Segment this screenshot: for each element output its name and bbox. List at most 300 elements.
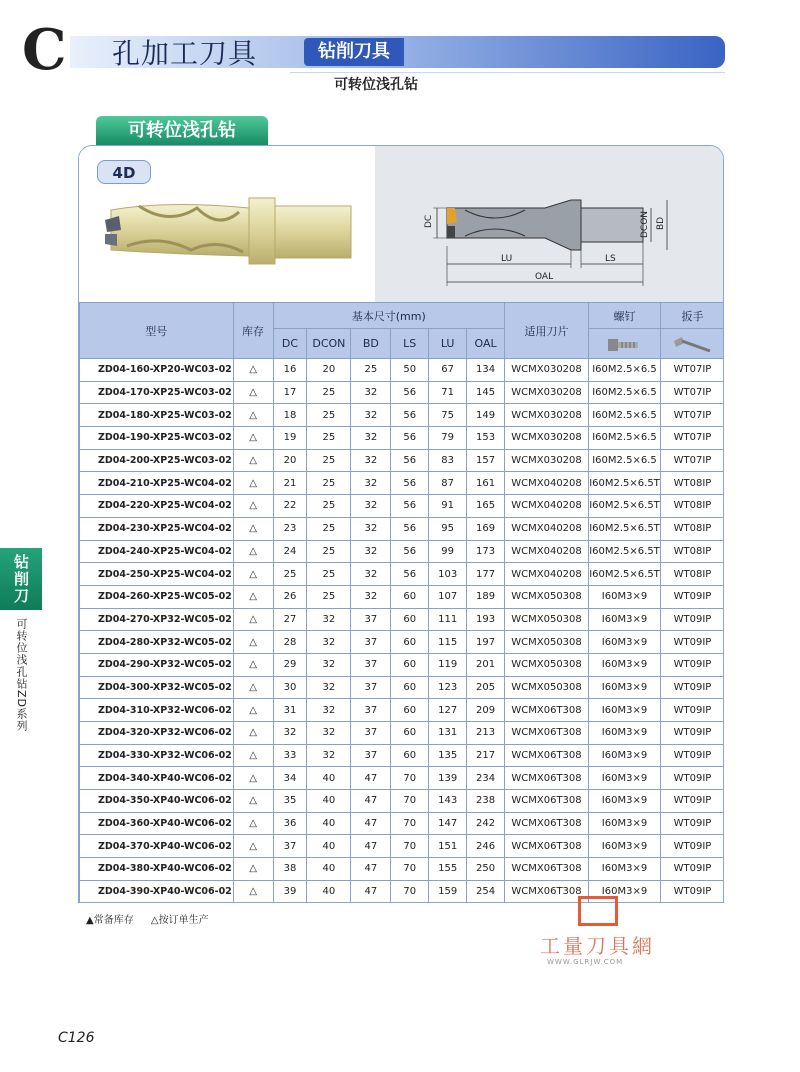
table-row [80,563,725,586]
cell-wrench: WT09IP [660,835,724,858]
dim-label-ls: LS [605,254,616,264]
cell-bd: 37 [351,699,391,722]
cell-model: ZD04-380-XP40-WC06-02 [80,858,234,881]
cell-insert: WCMX040208 [505,517,589,540]
table-row [80,608,725,631]
cell-insert: WCMX040208 [505,472,589,495]
product-photo-area [79,146,375,304]
cell-lu: 83 [429,449,467,472]
table-row [80,880,725,903]
cell-stock: △ [233,427,273,450]
cell-bd: 47 [351,880,391,903]
cell-dc: 33 [273,744,307,767]
spec-table [79,302,724,903]
header-dimensions: 基本尺寸(mm) [273,303,505,329]
cell-wrench: WT09IP [660,744,724,767]
header-model: 型号 [80,303,234,359]
technical-drawing-area [375,146,724,304]
cell-oal: 205 [467,676,505,699]
side-chapter-tab: 钻削刀 [0,548,42,610]
cell-lu: 103 [429,563,467,586]
cell-lu: 135 [429,744,467,767]
cell-model: ZD04-360-XP40-WC06-02 [80,812,234,835]
cell-wrench: WT09IP [660,722,724,745]
cell-insert: WCMX030208 [505,427,589,450]
cell-dc: 19 [273,427,307,450]
cell-model: ZD04-310-XP32-WC06-02 [80,699,234,722]
cell-stock: △ [233,449,273,472]
header-wrench: 扳手 [660,303,724,329]
table-row [80,722,725,745]
cell-oal: 217 [467,744,505,767]
cell-lu: 123 [429,676,467,699]
cell-lu: 139 [429,767,467,790]
cell-dcon: 25 [307,517,351,540]
spec-table-body [80,359,725,904]
cell-stock: △ [233,631,273,654]
watermark-logo-icon-right [596,896,618,926]
cell-model: ZD04-390-XP40-WC06-02 [80,880,234,903]
cell-ls: 70 [391,880,429,903]
table-row [80,449,725,472]
cell-wrench: WT09IP [660,653,724,676]
cell-ls: 56 [391,495,429,518]
cell-ls: 60 [391,699,429,722]
cell-bd: 47 [351,812,391,835]
cell-insert: WCMX040208 [505,563,589,586]
cell-wrench: WT09IP [660,812,724,835]
cell-screw: I60M3×9 [589,790,661,813]
header-insert: 适用刀片 [505,303,589,359]
cell-model: ZD04-350-XP40-WC06-02 [80,790,234,813]
cell-wrench: WT09IP [660,676,724,699]
cell-stock: △ [233,472,273,495]
cell-ls: 56 [391,472,429,495]
cell-screw: I60M2.5×6.5 [589,359,661,382]
cell-lu: 147 [429,812,467,835]
cell-screw: I60M3×9 [589,608,661,631]
cell-wrench: WT08IP [660,472,724,495]
header-divider [290,72,725,73]
watermark-text: 工量刀具網 [540,934,655,958]
legend-to-order: △按订单生产 [150,915,209,926]
cell-model: ZD04-190-XP25-WC03-02 [80,427,234,450]
cell-wrench: WT08IP [660,540,724,563]
cell-insert: WCMX040208 [505,495,589,518]
cell-dc: 24 [273,540,307,563]
cell-oal: 173 [467,540,505,563]
cell-insert: WCMX050308 [505,676,589,699]
cell-lu: 107 [429,585,467,608]
cell-oal: 201 [467,653,505,676]
cell-stock: △ [233,812,273,835]
cell-bd: 32 [351,517,391,540]
cell-lu: 111 [429,608,467,631]
table-row [80,858,725,881]
cell-wrench: WT09IP [660,880,724,903]
cell-screw: I60M2.5×6.5 [589,404,661,427]
cell-lu: 95 [429,517,467,540]
cell-insert: WCMX030208 [505,381,589,404]
cell-oal: 254 [467,880,505,903]
cell-screw: I60M3×9 [589,631,661,654]
cell-model: ZD04-180-XP25-WC03-02 [80,404,234,427]
cell-dcon: 32 [307,722,351,745]
cell-oal: 213 [467,722,505,745]
cell-screw: I60M2.5×6.5 [589,381,661,404]
cell-screw: I60M3×9 [589,699,661,722]
cell-lu: 91 [429,495,467,518]
table-row [80,631,725,654]
cell-dcon: 25 [307,449,351,472]
cell-oal: 153 [467,427,505,450]
cell-model: ZD04-160-XP20-WC03-02 [80,359,234,382]
cell-dc: 27 [273,608,307,631]
cell-bd: 32 [351,472,391,495]
cell-ls: 60 [391,585,429,608]
cell-oal: 250 [467,858,505,881]
cell-lu: 119 [429,653,467,676]
cell-screw: I60M3×9 [589,585,661,608]
cell-wrench: WT09IP [660,699,724,722]
cell-stock: △ [233,744,273,767]
cell-stock: △ [233,790,273,813]
cell-wrench: WT09IP [660,790,724,813]
cell-model: ZD04-330-XP32-WC06-02 [80,744,234,767]
cell-ls: 60 [391,722,429,745]
cell-dc: 23 [273,517,307,540]
table-row [80,359,725,382]
cell-bd: 32 [351,563,391,586]
dim-label-oal: OAL [535,272,554,282]
cell-stock: △ [233,517,273,540]
cell-stock: △ [233,858,273,881]
cell-ls: 60 [391,744,429,767]
cell-wrench: WT08IP [660,517,724,540]
cell-screw: I60M3×9 [589,767,661,790]
cell-dc: 25 [273,563,307,586]
cell-dcon: 25 [307,427,351,450]
cell-lu: 127 [429,699,467,722]
watermark-url: WWW.GLRJW.COM [547,958,624,966]
page-number: C126 [58,1030,95,1046]
cell-model: ZD04-270-XP32-WC05-02 [80,608,234,631]
cell-model: ZD04-210-XP25-WC04-02 [80,472,234,495]
cell-dcon: 32 [307,608,351,631]
cell-dc: 28 [273,631,307,654]
cell-insert: WCMX06T308 [505,858,589,881]
cell-oal: 242 [467,812,505,835]
header-oal: OAL [467,329,505,359]
table-row [80,812,725,835]
cell-dc: 20 [273,449,307,472]
cell-lu: 143 [429,790,467,813]
cell-dc: 35 [273,790,307,813]
table-row [80,404,725,427]
cell-oal: 177 [467,563,505,586]
cell-dcon: 40 [307,880,351,903]
cell-bd: 47 [351,767,391,790]
cell-ls: 60 [391,608,429,631]
cell-wrench: WT07IP [660,381,724,404]
cell-oal: 145 [467,381,505,404]
cell-dc: 18 [273,404,307,427]
cell-ls: 60 [391,676,429,699]
cell-ls: 70 [391,767,429,790]
cell-oal: 234 [467,767,505,790]
cell-dc: 36 [273,812,307,835]
table-row [80,381,725,404]
table-row [80,427,725,450]
cell-insert: WCMX050308 [505,653,589,676]
cell-stock: △ [233,495,273,518]
header-dc: DC [273,329,307,359]
cell-dcon: 32 [307,631,351,654]
cell-stock: △ [233,653,273,676]
cell-dcon: 25 [307,495,351,518]
cell-dcon: 32 [307,676,351,699]
cell-stock: △ [233,767,273,790]
cell-screw: I60M2.5×6.5T [589,517,661,540]
cell-screw: I60M2.5×6.5 [589,449,661,472]
cell-insert: WCMX050308 [505,585,589,608]
cell-bd: 25 [351,359,391,382]
cell-dcon: 32 [307,699,351,722]
cell-bd: 32 [351,404,391,427]
cell-dcon: 40 [307,858,351,881]
cell-stock: △ [233,381,273,404]
cell-dcon: 25 [307,563,351,586]
table-row [80,699,725,722]
cell-insert: WCMX050308 [505,631,589,654]
cell-insert: WCMX06T308 [505,790,589,813]
cell-model: ZD04-170-XP25-WC03-02 [80,381,234,404]
cell-model: ZD04-200-XP25-WC03-02 [80,449,234,472]
cell-dc: 17 [273,381,307,404]
cell-oal: 161 [467,472,505,495]
cell-wrench: WT07IP [660,449,724,472]
cell-wrench: WT07IP [660,404,724,427]
cell-wrench: WT08IP [660,495,724,518]
cell-insert: WCMX030208 [505,449,589,472]
cell-wrench: WT09IP [660,767,724,790]
cell-screw: I60M2.5×6.5T [589,472,661,495]
cell-ls: 70 [391,790,429,813]
cell-stock: △ [233,835,273,858]
cell-lu: 159 [429,880,467,903]
cell-screw: I60M2.5×6.5T [589,563,661,586]
cell-bd: 37 [351,744,391,767]
cell-bd: 47 [351,790,391,813]
cell-lu: 71 [429,381,467,404]
cell-screw: I60M2.5×6.5 [589,427,661,450]
cell-model: ZD04-290-XP32-WC05-02 [80,653,234,676]
cell-dcon: 25 [307,404,351,427]
cell-lu: 79 [429,427,467,450]
cell-ls: 60 [391,653,429,676]
cell-dc: 32 [273,722,307,745]
cell-bd: 32 [351,427,391,450]
page-title: 孔加工刀具 [112,37,258,70]
cell-wrench: WT09IP [660,608,724,631]
cell-dc: 21 [273,472,307,495]
cell-oal: 165 [467,495,505,518]
cell-screw: I60M3×9 [589,653,661,676]
cell-screw: I60M2.5×6.5T [589,540,661,563]
cell-lu: 87 [429,472,467,495]
legend [86,911,223,926]
cell-bd: 37 [351,608,391,631]
cell-insert: WCMX06T308 [505,744,589,767]
table-row [80,676,725,699]
cell-screw: I60M3×9 [589,835,661,858]
cell-dc: 30 [273,676,307,699]
cell-insert: WCMX06T308 [505,699,589,722]
cell-stock: △ [233,676,273,699]
cell-oal: 134 [467,359,505,382]
cell-oal: 193 [467,608,505,631]
cell-insert: WCMX030208 [505,404,589,427]
screw-icon [606,333,642,355]
dim-label-dc: DC [424,214,434,228]
cell-model: ZD04-230-XP25-WC04-02 [80,517,234,540]
cell-dc: 37 [273,835,307,858]
cell-insert: WCMX040208 [505,540,589,563]
cell-bd: 37 [351,631,391,654]
cell-wrench: WT09IP [660,858,724,881]
header-ls: LS [391,329,429,359]
cell-dcon: 20 [307,359,351,382]
cell-bd: 37 [351,676,391,699]
cell-screw: I60M3×9 [589,722,661,745]
cell-stock: △ [233,880,273,903]
drill-drawing-icon [375,146,724,304]
cell-oal: 197 [467,631,505,654]
cell-oal: 209 [467,699,505,722]
cell-screw: I60M2.5×6.5T [589,495,661,518]
cell-screw: I60M3×9 [589,812,661,835]
cell-ls: 70 [391,858,429,881]
cell-insert: WCMX06T308 [505,812,589,835]
cell-dc: 38 [273,858,307,881]
cell-model: ZD04-370-XP40-WC06-02 [80,835,234,858]
cell-dc: 22 [273,495,307,518]
cell-bd: 47 [351,835,391,858]
cell-model: ZD04-220-XP25-WC04-02 [80,495,234,518]
cell-dc: 31 [273,699,307,722]
drill-photo-icon [79,146,375,304]
cell-insert: WCMX030208 [505,359,589,382]
cell-lu: 75 [429,404,467,427]
cell-screw: I60M3×9 [589,880,661,903]
cell-ls: 56 [391,449,429,472]
cell-stock: △ [233,540,273,563]
cell-ls: 70 [391,835,429,858]
cell-screw: I60M3×9 [589,858,661,881]
table-row [80,653,725,676]
depth-tag: 4D [97,160,151,184]
table-row [80,767,725,790]
cell-screw: I60M3×9 [589,676,661,699]
cell-dcon: 25 [307,585,351,608]
wrench-icon-cell [660,329,724,359]
cell-model: ZD04-240-XP25-WC04-02 [80,540,234,563]
cell-stock: △ [233,699,273,722]
cell-model: ZD04-250-XP25-WC04-02 [80,563,234,586]
cell-model: ZD04-300-XP32-WC05-02 [80,676,234,699]
cell-oal: 238 [467,790,505,813]
cell-dcon: 25 [307,472,351,495]
cell-ls: 56 [391,563,429,586]
cell-stock: △ [233,404,273,427]
cell-insert: WCMX06T308 [505,880,589,903]
dim-label-lu: LU [501,254,513,264]
table-row [80,517,725,540]
cell-stock: △ [233,585,273,608]
cell-wrench: WT07IP [660,359,724,382]
cell-lu: 151 [429,835,467,858]
cell-bd: 32 [351,495,391,518]
table-row [80,744,725,767]
product-panel [78,145,724,903]
cell-oal: 189 [467,585,505,608]
cell-insert: WCMX050308 [505,608,589,631]
wrench-icon [670,333,714,355]
cell-dc: 26 [273,585,307,608]
cell-wrench: WT07IP [660,427,724,450]
cell-bd: 32 [351,449,391,472]
cell-ls: 56 [391,517,429,540]
cell-ls: 60 [391,631,429,654]
cell-model: ZD04-320-XP32-WC06-02 [80,722,234,745]
cell-bd: 32 [351,585,391,608]
subcategory-label: 可转位浅孔钻 [334,77,418,93]
cell-insert: WCMX06T308 [505,767,589,790]
cell-ls: 56 [391,427,429,450]
cell-ls: 56 [391,381,429,404]
cell-insert: WCMX06T308 [505,835,589,858]
cell-model: ZD04-280-XP32-WC05-02 [80,631,234,654]
cell-oal: 169 [467,517,505,540]
cell-dcon: 25 [307,540,351,563]
cell-model: ZD04-260-XP25-WC05-02 [80,585,234,608]
cell-dcon: 32 [307,744,351,767]
cell-bd: 37 [351,722,391,745]
cell-lu: 99 [429,540,467,563]
table-row [80,472,725,495]
cell-ls: 56 [391,404,429,427]
cell-bd: 32 [351,540,391,563]
cell-stock: △ [233,563,273,586]
cell-lu: 155 [429,858,467,881]
cell-dc: 29 [273,653,307,676]
cell-ls: 56 [391,540,429,563]
cell-dcon: 40 [307,790,351,813]
table-row [80,790,725,813]
cell-stock: △ [233,608,273,631]
header-screw: 螺钉 [589,303,661,329]
section-title: 可转位浅孔钻 [96,116,268,146]
cell-ls: 50 [391,359,429,382]
cell-oal: 157 [467,449,505,472]
table-row [80,540,725,563]
cell-bd: 32 [351,381,391,404]
cell-dc: 39 [273,880,307,903]
cell-dcon: 40 [307,812,351,835]
header-bd: BD [351,329,391,359]
cell-model: ZD04-340-XP40-WC06-02 [80,767,234,790]
cell-oal: 149 [467,404,505,427]
